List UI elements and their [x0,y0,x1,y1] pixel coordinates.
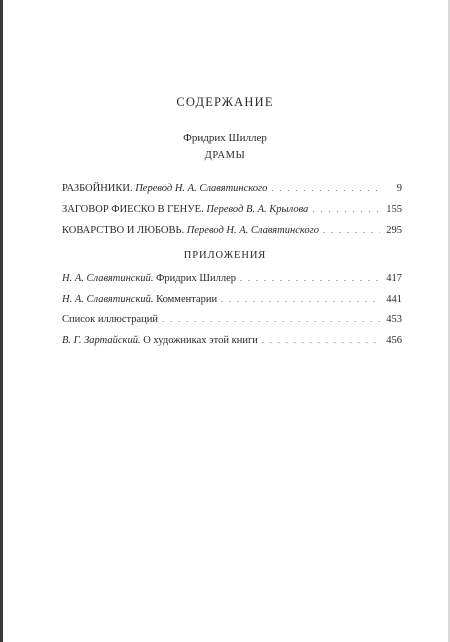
toc-entry[interactable] [62,294,402,309]
article-author: Н. А. Славятинский. [62,273,154,284]
dot-leader [323,226,380,235]
toc-entry-text [62,314,158,325]
toc-entry[interactable] [62,335,402,350]
page-number: 456 [386,334,402,346]
translator-note: Перевод Н. А. Славятинского [135,183,268,194]
article-author: Н. А. Славятинский. [62,293,154,305]
article-title: Комментарии [156,293,218,305]
dot-leader [271,184,380,193]
article-title: Фридрих Шиллер [156,273,236,284]
toc-entry[interactable] [62,273,402,288]
article-title: О художниках этой книги [143,334,258,346]
page-title: СОДЕРЖАНИЕ [176,95,274,109]
section-title-dramas: ДРАМЫ [204,150,246,161]
toc-entry-text [62,294,217,305]
toc-entry-text [62,273,236,284]
toc-entry[interactable] [62,183,402,198]
work-title: РАЗБОЙНИКИ. [62,183,133,194]
toc-entry-text [62,204,308,215]
page-number: 155 [386,204,402,215]
page-number: 417 [386,273,402,284]
toc-entry-text [62,225,319,236]
dot-leader [240,274,380,283]
dramas-toc-list [62,183,402,246]
toc-entry-text [62,183,267,194]
toc-entry[interactable] [62,204,402,219]
work-title: КОВАРСТВО И ЛЮБОВЬ. [62,225,185,236]
dot-leader [312,205,380,214]
work-title: ЗАГОВОР ФИЕСКО В ГЕНУЕ. [62,204,204,215]
translator-note: Перевод В. А. Крылова [206,204,309,215]
article-author: В. Г. Зартайский. [62,334,141,346]
dot-leader [262,336,380,345]
dot-leader [162,315,380,324]
author-name: Фридрих Шиллер [183,132,267,144]
page-number: 9 [396,183,402,194]
article-title: Список иллюстраций [62,314,158,325]
toc-entry-text [62,335,258,346]
dot-leader [221,295,380,304]
toc-entry[interactable] [62,225,402,240]
translator-note: Перевод Н. А. Славятинского [186,225,319,236]
page-number: 441 [386,293,402,305]
page-number: 453 [386,314,402,325]
appendix-toc-list [62,273,402,355]
section-title-appendix: ПРИЛОЖЕНИЯ [183,250,267,261]
page-number: 295 [386,225,402,236]
toc-entry[interactable] [62,314,402,329]
